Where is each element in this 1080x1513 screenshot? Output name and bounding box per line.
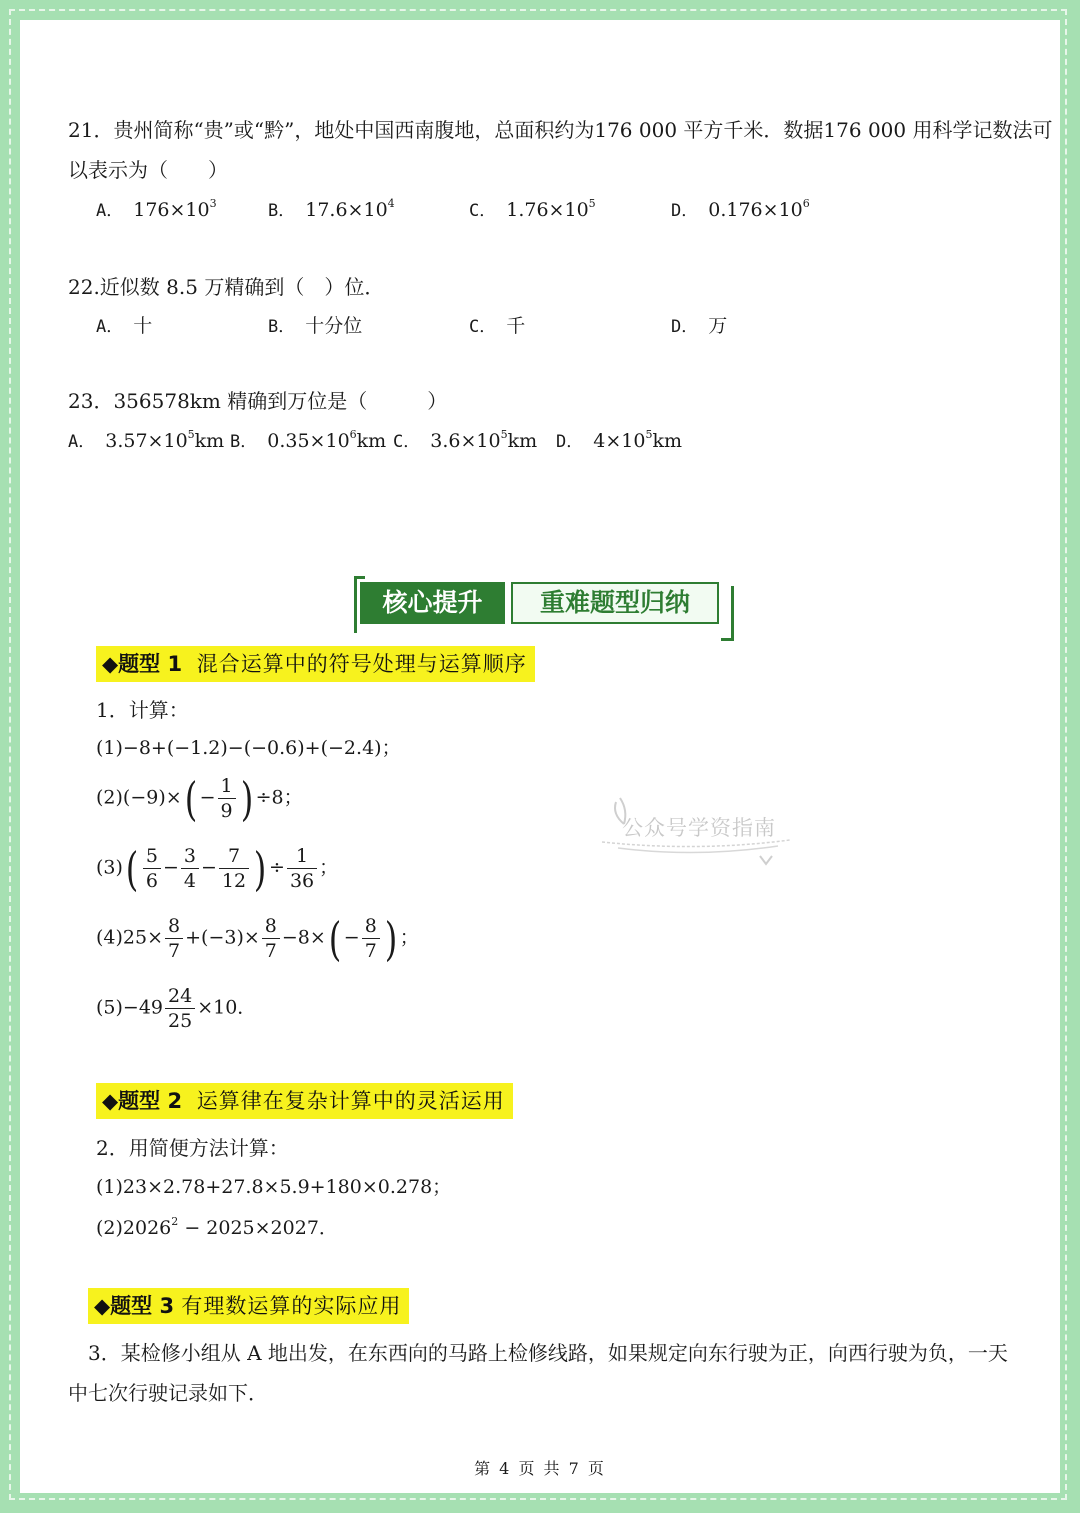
- type3-line2: 中七次行驶记录如下．: [68, 1381, 268, 1405]
- q21-line2: 以表示为（ ）: [68, 158, 228, 182]
- type2-problem-2: $(2)2026^2 - 2025\times 2027$．: [96, 1215, 338, 1239]
- type1-problem-4: (4)25× $\frac{8}{7}$ +(−3)× $\frac{8}{7}$ −8×( − $\frac{8}{7}$ ) ；: [96, 911, 419, 966]
- type1-problem-3: (3)( $\frac{5}{6}$ − $\frac{3}{4}$ − $\frac{7}{12}$ ) ÷ $\frac{1}{36}$ ；: [96, 841, 339, 896]
- q23-line1: 23．356578km 精确到万位是（ ）: [68, 389, 448, 413]
- q21-option-c: C． $1.76\times 10^5$: [469, 197, 596, 221]
- q21-line1: 21．贵州简称“贵”或“黔”，地处中国西南腹地，总面积约为176 000 平方千米．数据176 000 用科学记数法可: [68, 118, 1053, 142]
- watermark: [598, 784, 798, 870]
- q23-option-b: B． $0.35\times 10^6km$: [230, 428, 387, 452]
- type1-problem-1: (1)−8+(−1.2)−(−0.6)+(−2.4)；: [96, 737, 401, 759]
- q21-option-d: D． $0.176\times 10^6$: [671, 197, 810, 221]
- type2-intro: 2．用简便方法计算：: [96, 1136, 289, 1160]
- page-number: 第 4 页 共 7 页: [474, 1459, 606, 1478]
- banner-core-box: [360, 582, 505, 624]
- type2-heading: ◆题型 2 运算律在复杂计算中的灵活运用: [96, 1083, 513, 1119]
- q22-option-b: B． 十分位: [268, 315, 363, 337]
- banner-corner-right: [721, 586, 734, 641]
- q23-option-d: D． $4\times 10^5km$: [556, 428, 682, 452]
- banner-summary-label: 重难题型归纳: [539, 588, 690, 617]
- fraction-1-9: $\frac{1}{9}$: [218, 774, 236, 823]
- banner-core-label: 核心提升: [382, 588, 483, 617]
- type1-problem-5: (5)−49 $\frac{24}{25}$ ×10．: [96, 985, 257, 1032]
- type1-intro: 1．计算：: [96, 698, 189, 722]
- q22-option-d: D． 万: [671, 315, 728, 337]
- q23-option-a: A． $3.57\times 10^5km$: [68, 428, 225, 452]
- q23-option-c: C． $3.6\times 10^5km$: [393, 428, 538, 452]
- banner-summary-box: [511, 582, 719, 624]
- q21-option-b: B． $17.6\times 10^4$: [268, 197, 395, 221]
- section-banner: [360, 576, 720, 636]
- watermark-text: 公众号学资指南: [622, 816, 776, 840]
- q21-option-a: A． $176\times 10^3$: [96, 197, 217, 221]
- type1-heading: ◆题型 1 混合运算中的符号处理与运算顺序: [96, 646, 535, 682]
- q22-option-c: C． 千: [469, 315, 526, 337]
- worksheet-page: [20, 20, 1060, 1493]
- type1-problem-2: (2)(−9)×( − $\frac{1}{9}$ ) ÷8；: [96, 771, 303, 826]
- type3-heading: ◆题型 3 有理数运算的实际应用: [88, 1288, 409, 1324]
- q22-line1: 22.近似数 8.5 万精确到（ ）位．: [68, 275, 385, 299]
- type3-line1: 3．某检修小组从 A 地出发，在东西向的马路上检修线路，如果规定向东行驶为正，向西行驶为负，一天: [88, 1341, 1008, 1365]
- type2-problem-1: (1)23×2.78+27.8×5.9+180×0.278；: [96, 1176, 452, 1198]
- q22-option-a: A． 十: [96, 315, 153, 337]
